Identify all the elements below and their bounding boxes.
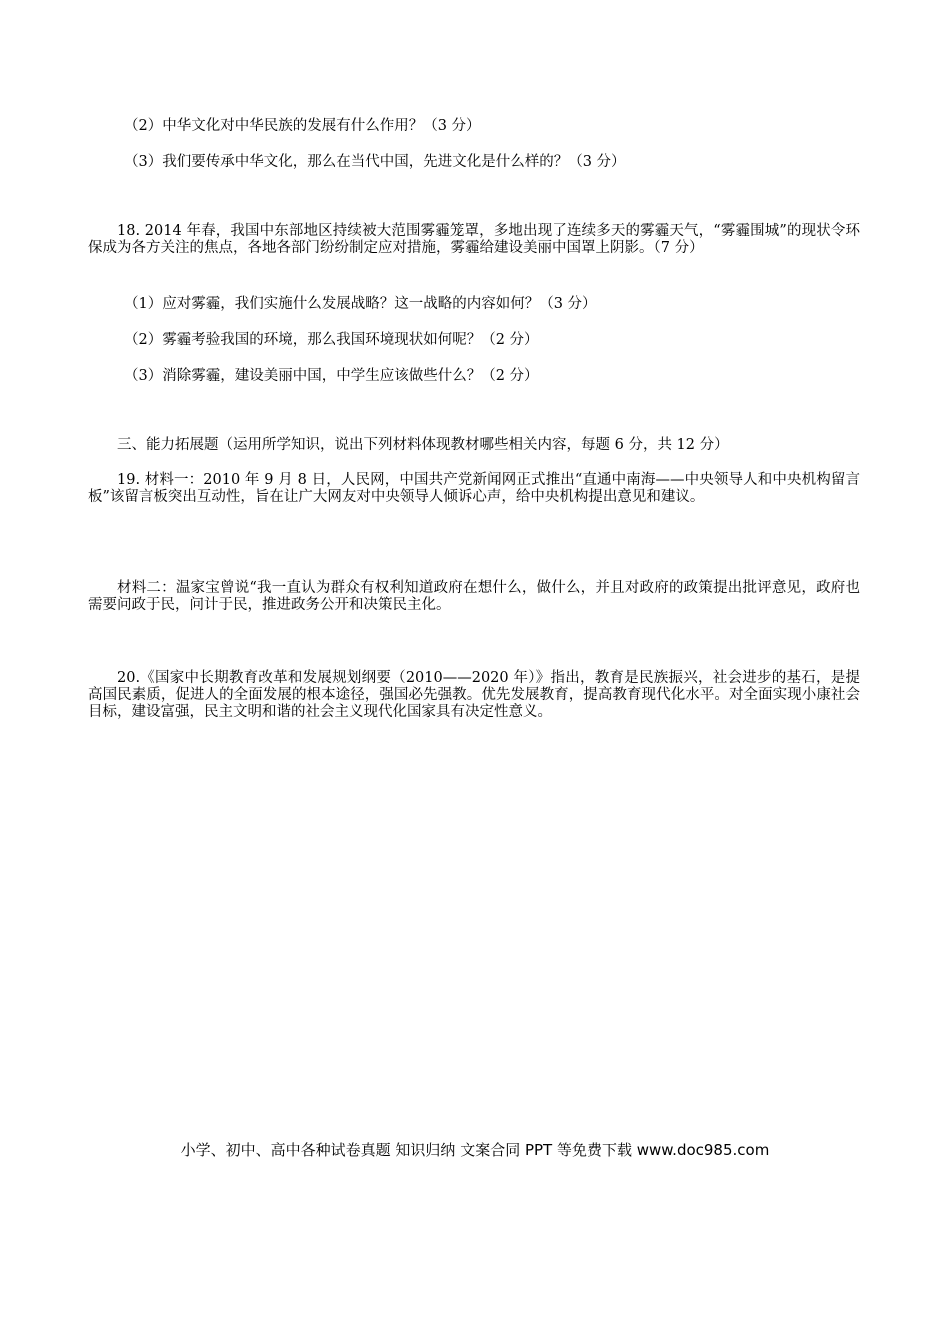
q18-sub3: （3）消除雾霾，建设美丽中国，中学生应该做些什么？（2 分） (124, 368, 539, 384)
footer-download-note: 小学、初中、高中各种试卷真题 知识归纳 文案合同 PPT 等免费下载 www.doc985.com (180, 1141, 770, 1159)
q17-sub3: （3）我们要传承中华文化，那么在当代中国，先进文化是什么样的？（3 分） (124, 154, 626, 170)
q18-sub1: （1）应对雾霾，我们实施什么发展战略？这一战略的内容如何？（3 分） (124, 296, 597, 312)
section3-heading: 三、能力拓展题（运用所学知识，说出下列材料体现教材哪些相关内容，每题 6 分，共 12 分） (117, 437, 729, 453)
q18-sub2: （2）雾霾考验我国的环境，那么我国环境现状如何呢？（2 分） (124, 332, 539, 348)
q18-stem: 18. 2014 年春，我国中东部地区持续被大范围雾霾笼罩，多地出现了连续多天的雾霾天气，“雾霾围城”的现状令环保成为各方关注的焦点，各地各部门纷纷制定应对措施，雾霾给建设美丽中国罩上阴影。（7 分） (88, 223, 860, 256)
q20-text: 20.《国家中长期教育改革和发展规划纲要（2010——2020 年）》指出，教育是民族振兴，社会进步的基石，是提高国民素质，促进人的全面发展的根本途径，强国必先强教。优先发展教育，提高教育现代化水平。对全面实现小康社会目标，建设富强，民主文明和谐的社会主义现代化国家具有决定性意义。 (88, 670, 860, 720)
q19-material1: 19. 材料一：2010 年 9 月 8 日，人民网，中国共产党新闻网正式推出“直通中南海——中央领导人和中央机构留言板”该留言板突出互动性，旨在让广大网友对中央领导人倾诉心声，给中央机构提出意见和建议。 (88, 472, 860, 505)
q19-material2: 材料二：温家宝曾说“我一直认为群众有权利知道政府在想什么，做什么，并且对政府的政策提出批评意见，政府也需要问政于民，问计于民，推进政务公开和决策民主化。 (88, 580, 860, 613)
q17-sub2: （2）中华文化对中华民族的发展有什么作用？（3 分） (124, 118, 481, 134)
